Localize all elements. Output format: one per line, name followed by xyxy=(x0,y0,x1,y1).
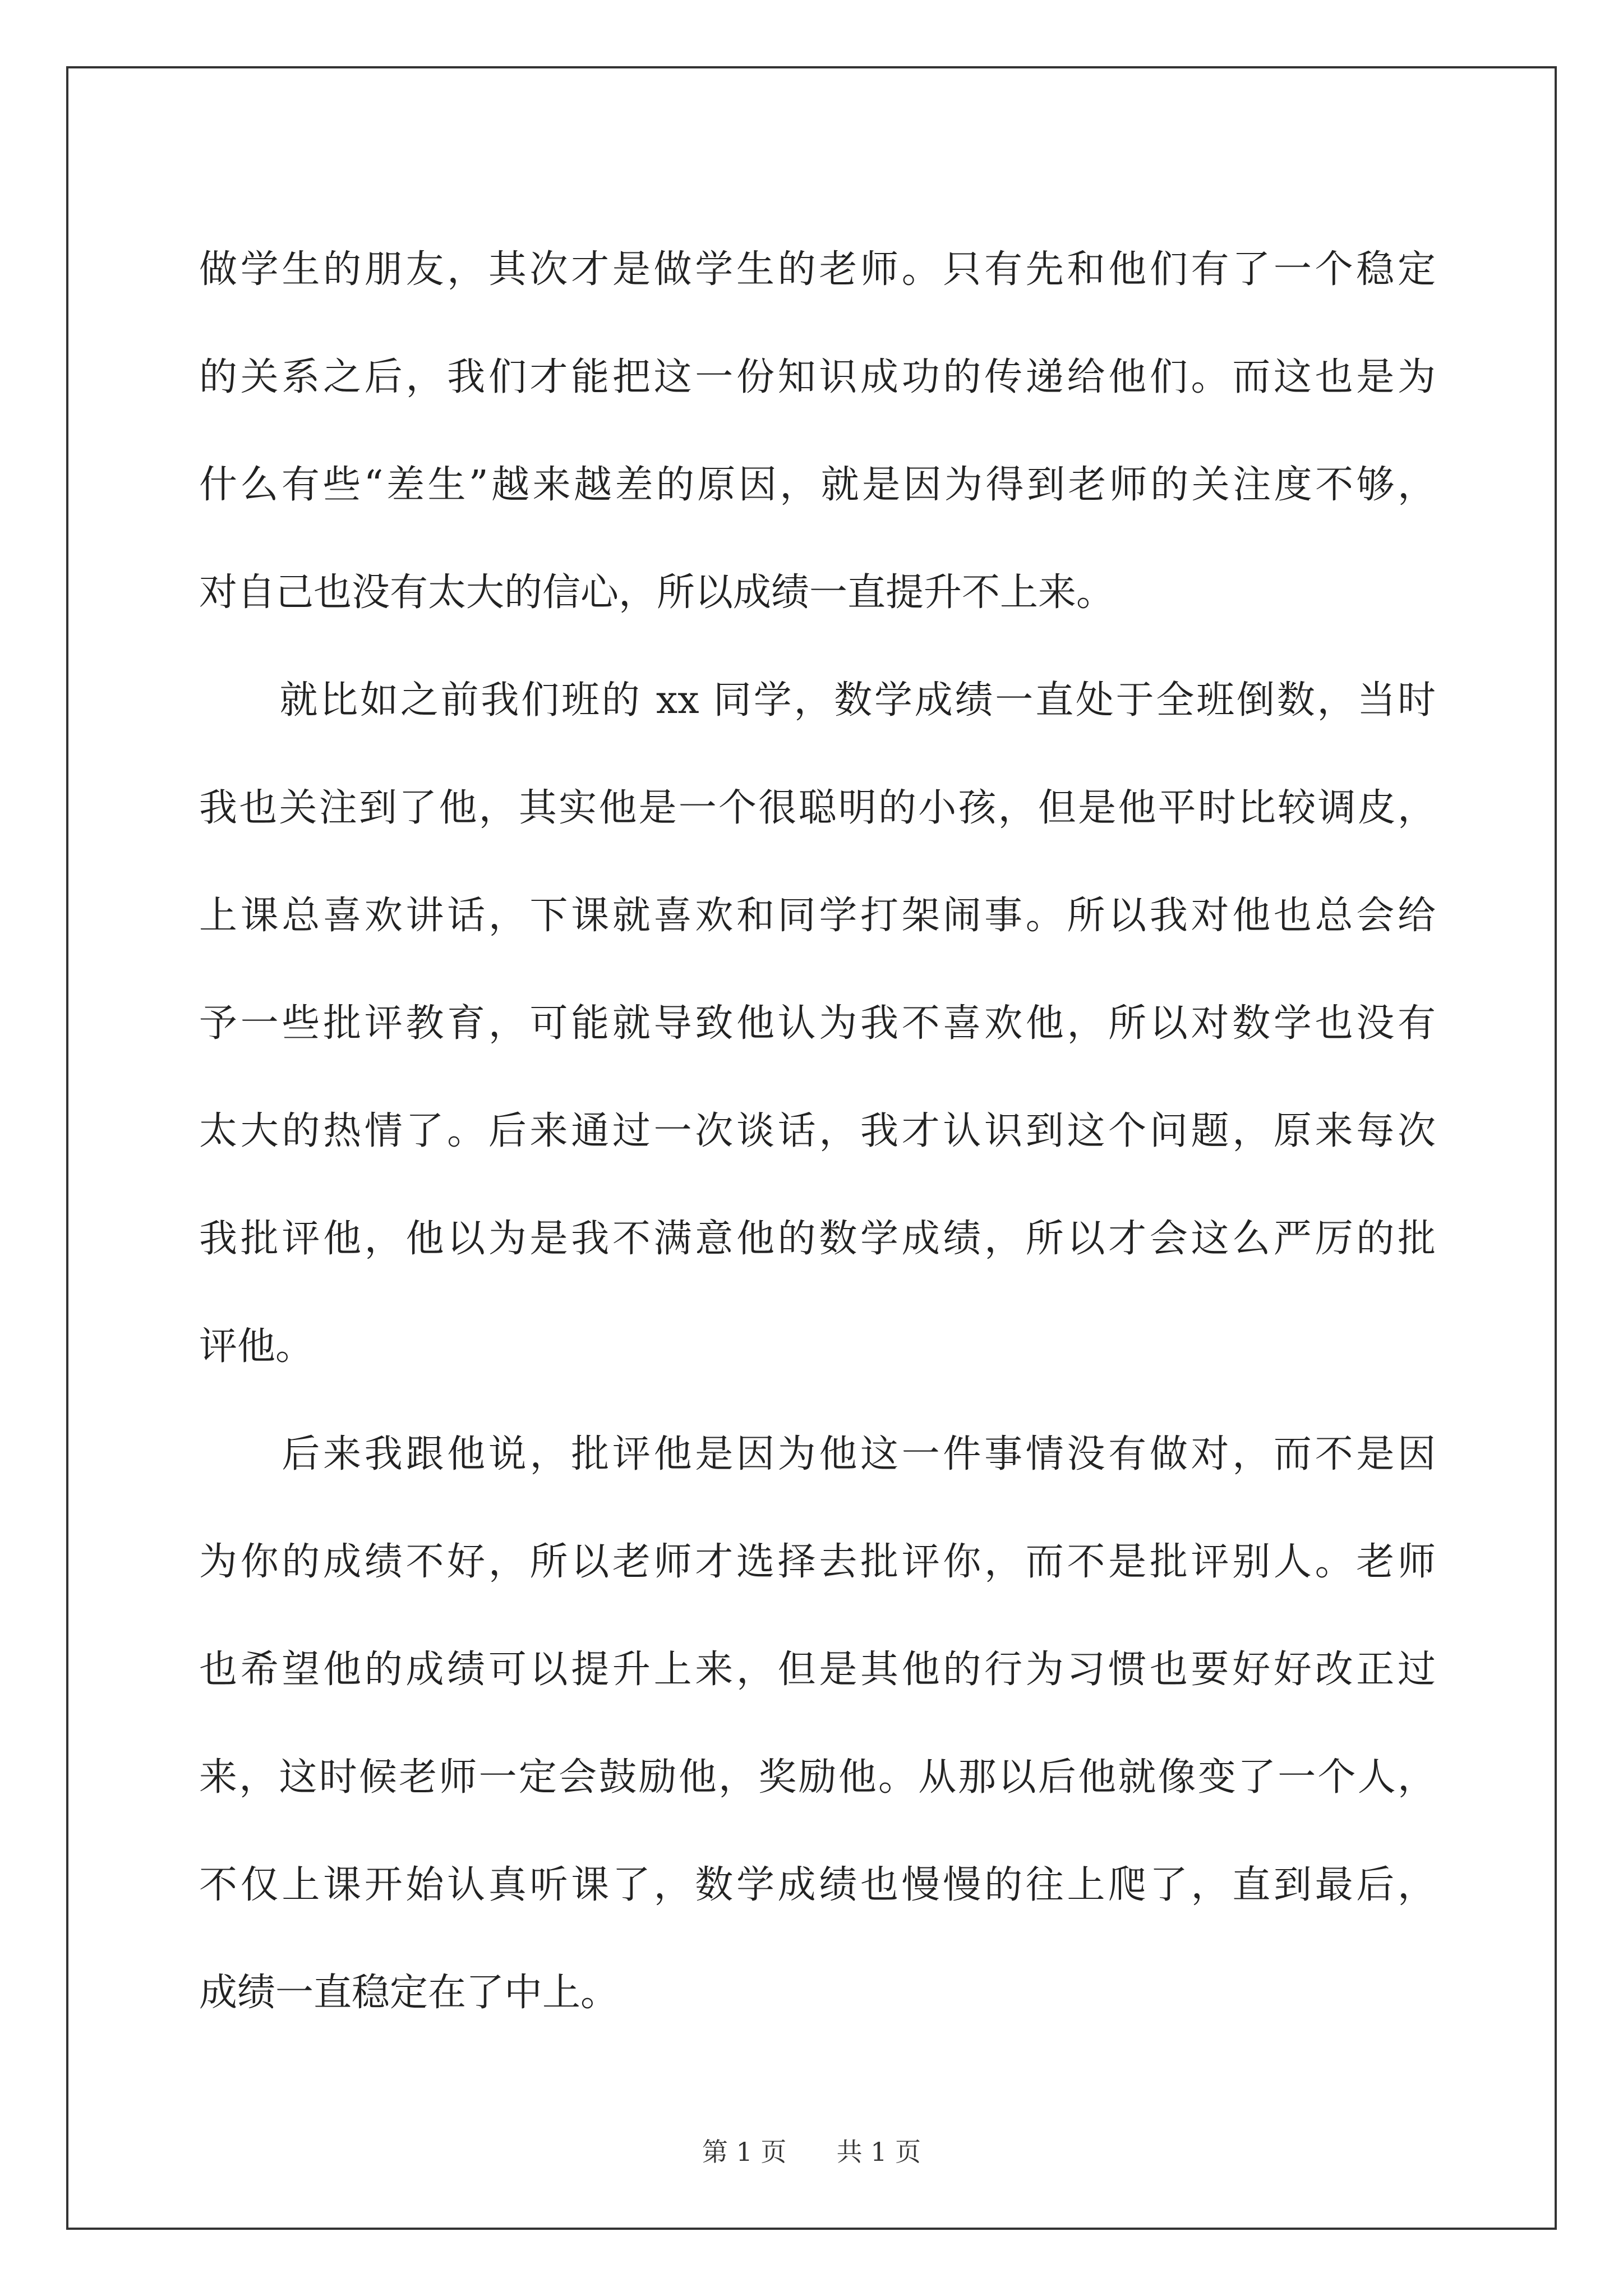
text-line: 不仅上课开始认真听课了，数学成绩也慢慢的往上爬了，直到最后， xyxy=(199,1863,1436,1907)
page-footer xyxy=(0,2132,1623,2169)
page-total: 共 1 页 xyxy=(836,2137,921,2167)
text-line: 来，这时候老师一定会鼓励他，奖励他。从那以后他就像变了一个人， xyxy=(199,1755,1436,1800)
text-line: 予一些批评教育，可能就导致他认为我不喜欢他，所以对数学也没有 xyxy=(199,1001,1436,1046)
text-line: 评他。 xyxy=(199,1324,314,1369)
text-line: 做学生的朋友，其次才是做学生的老师。只有先和他们有了一个稳定 xyxy=(199,247,1436,292)
text-line: 太大的热情了。后来通过一次谈话，我才认识到这个问题，原来每次 xyxy=(199,1109,1436,1153)
text-line: 后来我跟他说，批评他是因为他这一件事情没有做对，而不是因 xyxy=(199,1432,1436,1476)
text-line: 就比如之前我们班的 xx 同学，数学成绩一直处于全班倒数，当时 xyxy=(199,678,1436,723)
text-line: 我批评他，他以为是我不满意他的数学成绩，所以才会这么严厉的批 xyxy=(199,1217,1436,1261)
page-number: 第 1 页 xyxy=(702,2137,787,2167)
document-body xyxy=(199,216,1436,2047)
text-line: 对自己也没有太大的信心，所以成绩一直提升不上来。 xyxy=(199,570,1115,615)
text-line: 什么有些“差生”越来越差的原因，就是因为得到老师的关注度不够， xyxy=(199,463,1436,507)
text-line: 成绩一直稳定在了中上。 xyxy=(199,1971,619,2015)
text-line: 上课总喜欢讲话，下课就喜欢和同学打架闹事。所以我对他也总会给 xyxy=(199,894,1436,938)
text-line: 也希望他的成绩可以提升上来，但是其他的行为习惯也要好好改正过 xyxy=(199,1648,1436,1692)
text-line: 为你的成绩不好，所以老师才选择去批评你，而不是批评别人。老师 xyxy=(199,1540,1436,1584)
text-line: 我也关注到了他，其实他是一个很聪明的小孩，但是他平时比较调皮， xyxy=(199,786,1436,830)
text-line: 的关系之后，我们才能把这一份知识成功的传递给他们。而这也是为 xyxy=(199,355,1436,399)
